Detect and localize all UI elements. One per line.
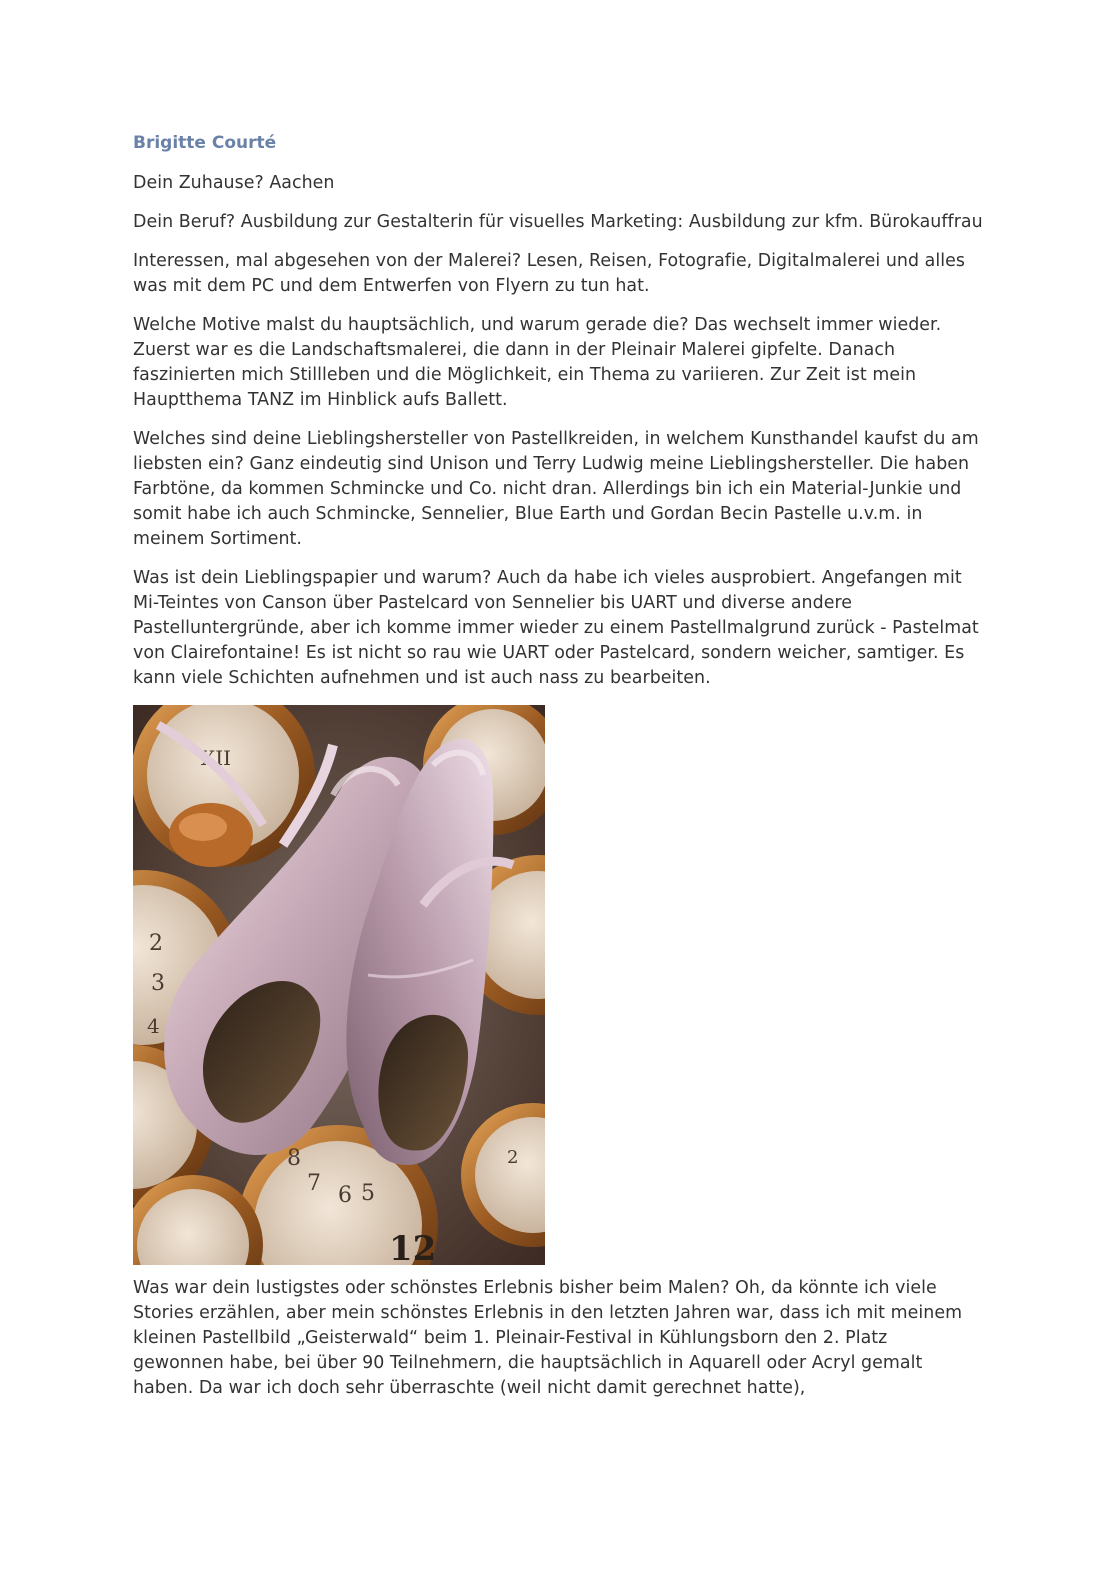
- document-page: [133, 130, 983, 1415]
- paragraph-experience: Was war dein lustigstes oder schönstes Erlebnis bisher beim Malen? Oh, da könnte ich viele Stories erzählen, aber mein schönstes Erlebnis in den letzten Jahren war, dass ich mit meinem kleinen Pastellbild „Geisterwald“ beim 1. Pleinair-Festival in Kühlungsborn den 2. Platz gewonnen habe, bei über 90 Teilnehmern, die hauptsächlich in Aquarell oder Acryl gemalt haben. Da war ich doch sehr überraschte (weil nicht damit gerechnet hatte),: [133, 1278, 963, 1398]
- paragraph-manufacturers: Welches sind deine Lieblingshersteller von Pastellkreiden, in welchem Kunsthandel kaufst du am liebsten ein? Ganz eindeutig sind Unison und Terry Ludwig meine Lieblingshersteller. Die haben Farbtöne, da kommen Schmincke und Co. nicht dran. Allerdings bin ich ein Material-Junkie und somit habe ich auch Schmincke, Sennelier, Blue Earth und Gordan Becin Pastelle u.v.m. in meinem Sortiment.: [133, 429, 979, 549]
- svg-text:6: 6: [338, 1183, 352, 1208]
- paragraph-profession: Dein Beruf? Ausbildung zur Gestalterin für visuelles Marketing: Ausbildung zur kfm. Bürokauffrau: [133, 212, 983, 232]
- svg-text:2: 2: [507, 1147, 519, 1168]
- svg-text:8: 8: [287, 1146, 301, 1171]
- paragraph-motifs: Welche Motive malst du hauptsächlich, und warum gerade die? Das wechselt immer wieder. Zuerst war es die Landschaftsmalerei, die dann in der Pleinair Malerei gipfelte. Danach faszinierten mich Stillleben und die Möglichkeit, ein Thema zu variieren. Zur Zeit ist mein Hauptthema TANZ im Hinblick aufs Ballett.: [133, 315, 942, 410]
- svg-text:4: 4: [147, 1014, 160, 1038]
- svg-text:2: 2: [149, 931, 163, 956]
- svg-text:7: 7: [307, 1171, 321, 1196]
- svg-text:12: 12: [389, 1229, 437, 1265]
- small-bell-clock: [169, 803, 253, 867]
- ballet-shoes-painting: [133, 705, 545, 1265]
- author-name: Brigitte Courté: [133, 133, 277, 153]
- paragraph-paper: Was ist dein Lieblingspapier und warum? Auch da habe ich vieles ausprobiert. Angefangen mit Mi-Teintes von Canson über Pastelcard von Sennelier bis UART und diverse andere Pastelluntergründe, aber ich komme immer wieder zu einem Pastellmalgrund zurück - Pastelmat von Clairefontaine! Es ist nicht so rau wie UART oder Pastelcard, sondern weicher, samtiger. Es kann viele Schichten aufnehmen und ist auch nass zu bearbeiten.: [133, 568, 979, 688]
- svg-text:5: 5: [361, 1181, 375, 1206]
- svg-text:3: 3: [151, 971, 165, 996]
- paragraph-interests: Interessen, mal abgesehen von der Malerei? Lesen, Reisen, Fotografie, Digitalmalerei und alles was mit dem PC und dem Entwerfen von Flyern zu tun hat.: [133, 251, 965, 296]
- svg-text:XII: XII: [201, 746, 232, 770]
- paragraph-home: Dein Zuhause? Aachen: [133, 173, 335, 193]
